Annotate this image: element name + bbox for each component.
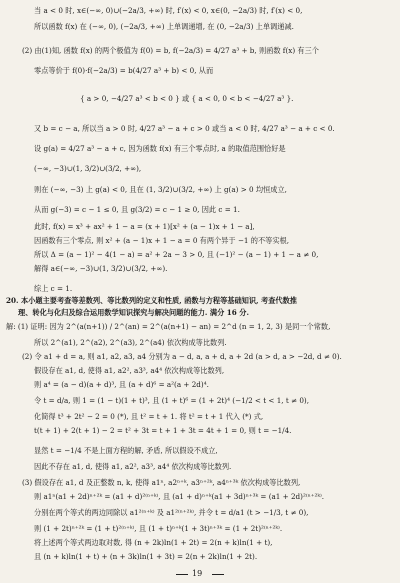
text-line: (−∞, −3)∪(1, 3/2)∪(3/2, +∞), — [34, 164, 142, 173]
text-line: (3) 假设存在 a1, d 及正整数 n, k, 使得 a1ⁿ, a2ⁿ⁺ᵏ, a3ⁿ⁺²ᵏ, a4ⁿ⁺³ᵏ 依次构成等比数列, — [22, 478, 301, 487]
text-line: 则 a⁴ = (a − d)(a + d)³, 且 (a + d)⁶ = a²(a + 2d)⁴. — [34, 380, 209, 389]
text-line: 此时, f(x) = x³ + ax² + 1 − a = (x + 1)[x² + (a − 1)x + 1 − a], — [34, 222, 255, 231]
text-line: 显然 t = −1/4 不是上面方程的解, 矛盾, 所以假设不成立, — [34, 446, 218, 455]
question-heading: 理、转化与化归及综合运用数学知识探究与解决问题的能力. 满分 16 分. — [18, 308, 249, 317]
text-line: 令 t = d/a, 则 1 = (1 − t)(1 + t)³, 且 (1 + t)⁶ = (1 + 2t)⁴ (−1/2 < t < 1, t ≠ 0), — [34, 396, 309, 405]
text-line: 化简得 t³ + 2t² − 2 = 0 (*), 且 t² = t + 1. 将 t² = t + 1 代入 (*) 式, — [34, 412, 264, 421]
text-line: 则 (1 + 2t)ⁿ⁺²ᵏ = (1 + t)²⁽ⁿ⁺ᵏ⁾, 且 (1 + t)ⁿ⁺ᵏ(1 + 3t)ⁿ⁺³ᵏ = (1 + 2t)²⁽ⁿ⁺²ᵏ⁾. — [34, 524, 283, 533]
text-line: 所以 Δ = (a − 1)² − 4(1 − a) = a² + 2a − 3 > 0, 且 (−1)² − (a − 1) + 1 − a ≠ 0, — [34, 250, 319, 259]
text-line: 又 b = c − a, 所以当 a > 0 时, 4/27 a³ − a + c > 0 或当 a < 0 时, 4/27 a³ − a + c < 0. — [34, 124, 335, 133]
question-heading: 20. 本小题主要考查等差数列、等比数列的定义和性质, 函数与方程等基础知识, 考查代数推 — [6, 296, 297, 305]
text-line: 将上述两个等式两边取对数, 得 (n + 2k)ln(1 + 2t) = 2(n + k)ln(1 + t), — [34, 538, 273, 547]
page-number-label: 19 — [192, 569, 203, 578]
text-line: { a > 0, −4/27 a³ < b < 0 } 或 { a < 0, 0 < b < −4/27 a³ }. — [80, 94, 294, 103]
text-line: t(t + 1) + 2(t + 1) − 2 = t² + 3t = t + 1 + 3t = 4t + 1 = 0, 则 t = −1/4. — [34, 426, 292, 435]
text-line: 假设存在 a1, d, 使得 a1, a2², a3³, a4⁴ 依次构成等比数列, — [34, 366, 225, 375]
text-line: 从而 g(−3) = c − 1 ≤ 0, 且 g(3/2) = c − 1 ≥ 0, 因此 c = 1. — [34, 205, 240, 214]
text-line: 分别在两个等式的两边同除以 a1²⁽ⁿ⁺ᵏ⁾ 及 a1²⁽ⁿ⁺²ᵏ⁾, 并令 t = d/a1 (t > −1/3, t ≠ 0), — [34, 508, 309, 517]
text-line: 所以 2^(a1), 2^(a2), 2^(a3), 2^(a4) 依次构成等比数列. — [34, 338, 227, 347]
text-line: 因函数有三个零点, 则 x² + (a − 1)x + 1 − a = 0 有两个异于 −1 的不等实根, — [34, 236, 289, 245]
text-line: (2) 由(1)知, 函数 f(x) 的两个极值为 f(0) = b, f(−2a/3) = 4/27 a³ + b, 则函数 f(x) 有三个 — [22, 46, 319, 55]
text-line: 零点等价于 f(0)·f(−2a/3) = b(4/27 a³ + b) < 0, 从而 — [34, 66, 214, 75]
text-line: 则 a1ⁿ(a1 + 2d)ⁿ⁺²ᵏ = (a1 + d)²⁽ⁿ⁺ᵏ⁾, 且 (a1 + d)ⁿ⁺ᵏ(a1 + 3d)ⁿ⁺³ᵏ = (a1 + 2d)²⁽ⁿ⁺²ᵏ⁾. — [34, 492, 325, 501]
text-line: 且 (n + k)ln(1 + t) + (n + 3k)ln(1 + 3t) = 2(n + 2k)ln(1 + 2t). — [34, 552, 258, 561]
text-line: 解: (1) 证明: 因为 2^(a(n+1)) / 2^(an) = 2^(a(n+1) − an) = 2^d (n = 1, 2, 3) 是同一个常数, — [6, 322, 331, 331]
text-line: 当 a < 0 时, x∈(−∞, 0)∪(−2a/3, +∞) 时, f′(x) < 0, x∈(0, −2a/3) 时, f′(x) < 0, — [34, 6, 303, 15]
text-line: 综上 c = 1. — [34, 284, 73, 293]
text-line: 所以函数 f(x) 在 (−∞, 0), (−2a/3, +∞) 上单调递增, 在 (0, −2a/3) 上单调递减. — [34, 22, 294, 31]
text-line: 则在 (−∞, −3) 上 g(a) < 0, 且在 (1, 3/2)∪(3/2, +∞) 上 g(a) > 0 均恒成立, — [34, 185, 287, 194]
text-line: 因此不存在 a1, d, 使得 a1, a2², a3³, a4⁴ 依次构成等比数列. — [34, 462, 232, 471]
text-line: (2) 令 a1 + d = a, 则 a1, a2, a3, a4 分别为 a − d, a, a + d, a + 2d (a > d, a > −2d, d ≠ 0). — [22, 352, 342, 361]
text-line: 解得 a∈(−∞, −3)∪(1, 3/2)∪(3/2, +∞). — [34, 264, 168, 273]
text-line: 设 g(a) = 4/27 a³ − a + c, 因为函数 f(x) 有三个零点时, a 的取值范围恰好是 — [34, 144, 286, 153]
